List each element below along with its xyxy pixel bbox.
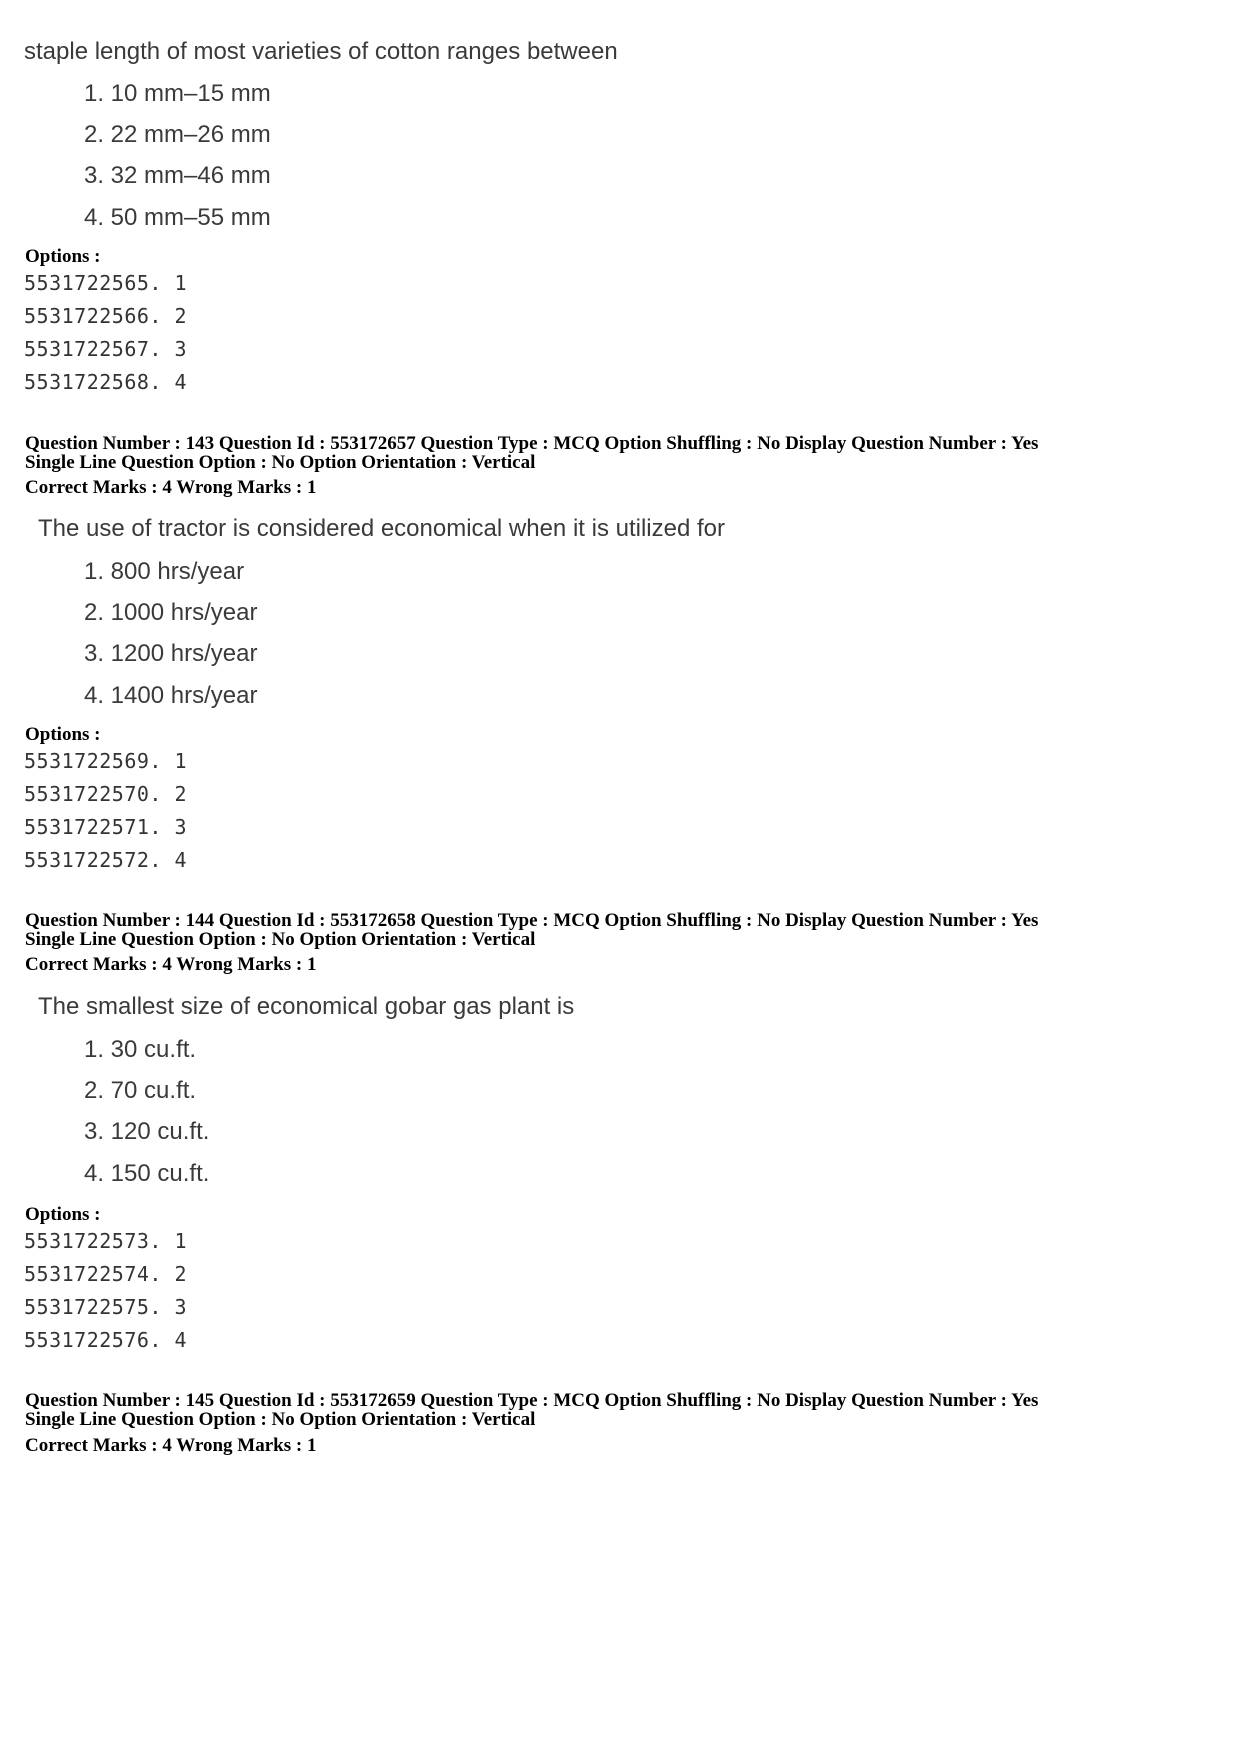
question-marks: Correct Marks : 4 Wrong Marks : 1	[25, 954, 317, 975]
question-choice: 1. 30 cu.ft.	[84, 1036, 197, 1063]
question-choice: 2. 1000 hrs/year	[84, 599, 258, 626]
options-label: Options :	[25, 1204, 101, 1225]
question-text: The smallest size of economical gobar gas plant is	[38, 993, 575, 1020]
question-choice: 4. 50 mm–55 mm	[84, 204, 271, 231]
option-id: 5531722575. 3	[24, 1295, 188, 1319]
option-id: 5531722573. 1	[24, 1229, 188, 1253]
options-label: Options :	[25, 724, 101, 745]
question-marks: Correct Marks : 4 Wrong Marks : 1	[25, 1435, 317, 1456]
option-id: 5531722567. 3	[24, 337, 188, 361]
option-id: 5531722568. 4	[24, 370, 188, 394]
question-meta-line: Single Line Question Option : No Option Orientation : Vertical	[25, 929, 536, 950]
question-text: The use of tractor is considered economical when it is utilized for	[38, 515, 725, 542]
option-id: 5531722572. 4	[24, 848, 188, 872]
question-meta-line: Question Number : 145 Question Id : 553172659 Question Type : MCQ Option Shuffling : No Display Question Number : Yes	[25, 1390, 1039, 1411]
question-meta-line: Question Number : 143 Question Id : 553172657 Question Type : MCQ Option Shuffling : No Display Question Number : Yes	[25, 433, 1039, 454]
question-choice: 3. 1200 hrs/year	[84, 640, 258, 667]
option-id: 5531722566. 2	[24, 304, 188, 328]
option-id: 5531722570. 2	[24, 782, 188, 806]
question-choice: 1. 10 mm–15 mm	[84, 80, 271, 107]
options-label: Options :	[25, 246, 101, 267]
question-choice: 2. 22 mm–26 mm	[84, 121, 271, 148]
option-id: 5531722576. 4	[24, 1328, 188, 1352]
question-meta-line: Question Number : 144 Question Id : 553172658 Question Type : MCQ Option Shuffling : No Display Question Number : Yes	[25, 910, 1039, 931]
option-id: 5531722569. 1	[24, 749, 188, 773]
question-choice: 4. 1400 hrs/year	[84, 682, 258, 709]
question-meta-line: Single Line Question Option : No Option Orientation : Vertical	[25, 452, 536, 473]
option-id: 5531722565. 1	[24, 271, 188, 295]
question-choice: 3. 120 cu.ft.	[84, 1118, 210, 1145]
question-choice: 2. 70 cu.ft.	[84, 1077, 197, 1104]
question-marks: Correct Marks : 4 Wrong Marks : 1	[25, 477, 317, 498]
question-choice: 4. 150 cu.ft.	[84, 1160, 210, 1187]
question-text: staple length of most varieties of cotton ranges between	[24, 38, 618, 65]
question-choice: 1. 800 hrs/year	[84, 558, 245, 585]
option-id: 5531722571. 3	[24, 815, 188, 839]
option-id: 5531722574. 2	[24, 1262, 188, 1286]
question-meta-line: Single Line Question Option : No Option Orientation : Vertical	[25, 1409, 536, 1430]
question-choice: 3. 32 mm–46 mm	[84, 162, 271, 189]
